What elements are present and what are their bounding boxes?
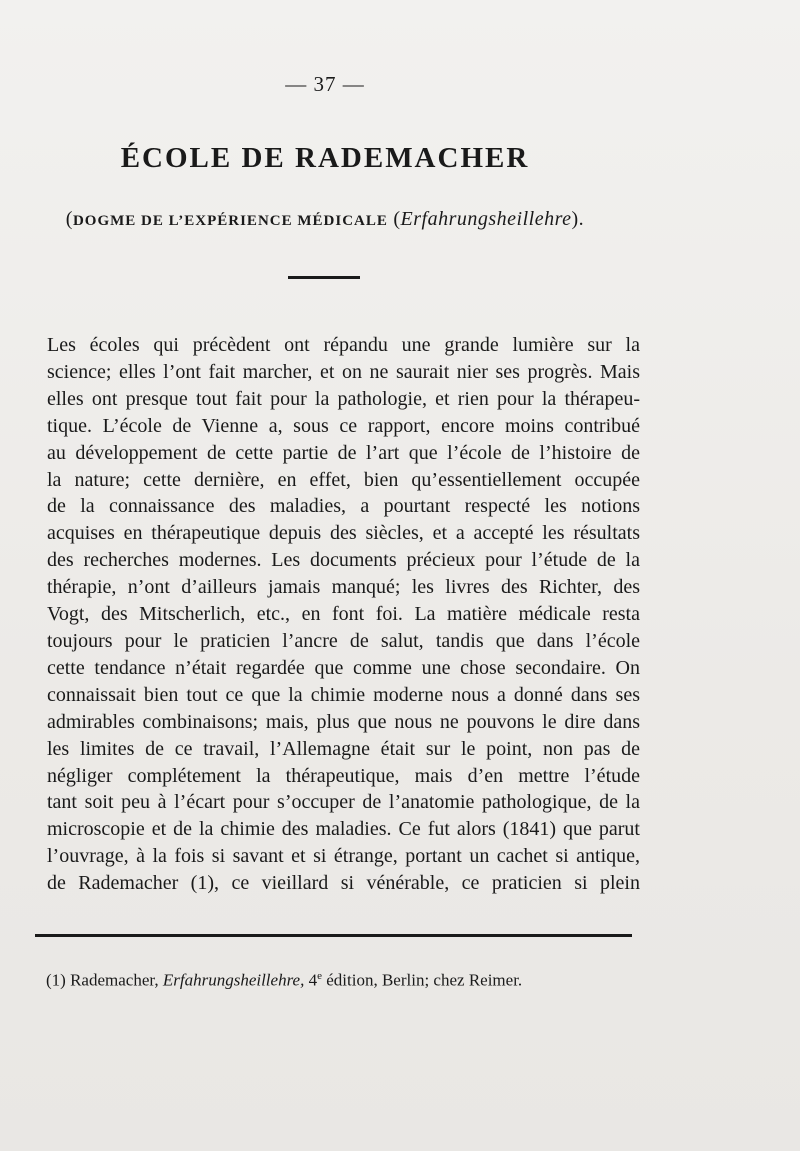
body-line: elles ont presque tout fait pour la pathologie, et rien pour la thérapeu- <box>47 387 640 410</box>
page-number: — 37 — <box>285 72 365 96</box>
footnote <box>46 970 646 991</box>
body-line: Les écoles qui précèdent ont répandu une grande lumière sur la <box>47 334 640 356</box>
body-line: de la connaissance des maladies, a pourtant respecté les notions <box>47 495 640 518</box>
body-line: admirables combinaisons; mais, plus que nous ne pouvons le dire dans <box>47 710 640 733</box>
body-line: acquises en thérapeutique depuis des siècles, et a accepté les résultats <box>47 522 640 545</box>
footnote-separator-rule <box>35 934 632 937</box>
body-line: l’ouvrage, à la fois si savant et si étrange, portant un cachet si antique, <box>47 845 640 868</box>
footnote-work-title: Erfahrungsheillehre, <box>162 970 305 990</box>
body-line: microscopie et de la chimie des maladies. Ce fut alors (1841) que parut <box>47 818 640 841</box>
body-paragraph <box>47 332 640 897</box>
subtitle-smallcaps: DOGME DE L’EXPÉRIENCE MÉDICALE <box>72 213 388 229</box>
body-line: thérapie, n’ont d’ailleurs jamais manqué; les livres des Richter, des <box>47 576 640 599</box>
body-line: Vogt, des Mitscherlich, etc., en font foi. La matière médicale resta <box>47 603 640 626</box>
body-line: les limites de ce travail, l’Allemagne était sur le point, non pas de <box>47 737 640 760</box>
subtitle-close: ). <box>571 208 585 230</box>
body-line: science; elles l’ont fait marcher, et on ne saurait nier ses progrès. Mais <box>47 360 640 383</box>
footnote-marker: (1) <box>46 970 66 990</box>
chapter-title: ÉCOLE DE RADEMACHER <box>120 142 530 174</box>
body-line: tant soit peu à l’écart pour s’occuper de l’anatomie pathologique, de la <box>47 791 640 814</box>
body-line: des recherches modernes. Les documents précieux pour l’étude de la <box>47 549 640 572</box>
title-separator-rule <box>288 276 360 279</box>
body-line: cette tendance n’était regardée que comme une chose secondaire. On <box>47 656 640 679</box>
chapter-subtitle <box>0 208 650 231</box>
subtitle-italic: Erfahrungsheillehre <box>400 208 572 230</box>
body-line: de Rademacher (1), ce vieillard si vénérable, ce praticien si plein <box>47 872 640 895</box>
footnote-edition-number: 4 <box>304 970 318 990</box>
footnote-rest: édition, Berlin; chez Reimer. <box>322 970 523 990</box>
body-line: au développement de cette partie de l’art que l’école de l’histoire de <box>47 441 640 464</box>
body-line: négliger complétement la thérapeutique, mais d’en mettre l’étude <box>47 764 640 787</box>
subtitle-mid: ( <box>387 208 401 230</box>
footnote-author: Rademacher, <box>65 970 163 990</box>
body-line: tique. L’école de Vienne a, sous ce rapport, encore moins contribué <box>47 414 640 437</box>
subtitle-open-paren: ( <box>65 208 73 230</box>
body-line: connaissait bien tout ce que la chimie moderne nous a donné dans ses <box>47 683 640 706</box>
footnote-edition-superscript: e <box>317 970 322 982</box>
body-line: toujours pour le praticien l’ancre de salut, tandis que dans l’école <box>47 629 640 652</box>
body-line: la nature; cette dernière, en effet, bien qu’essentiellement occupée <box>47 468 640 491</box>
